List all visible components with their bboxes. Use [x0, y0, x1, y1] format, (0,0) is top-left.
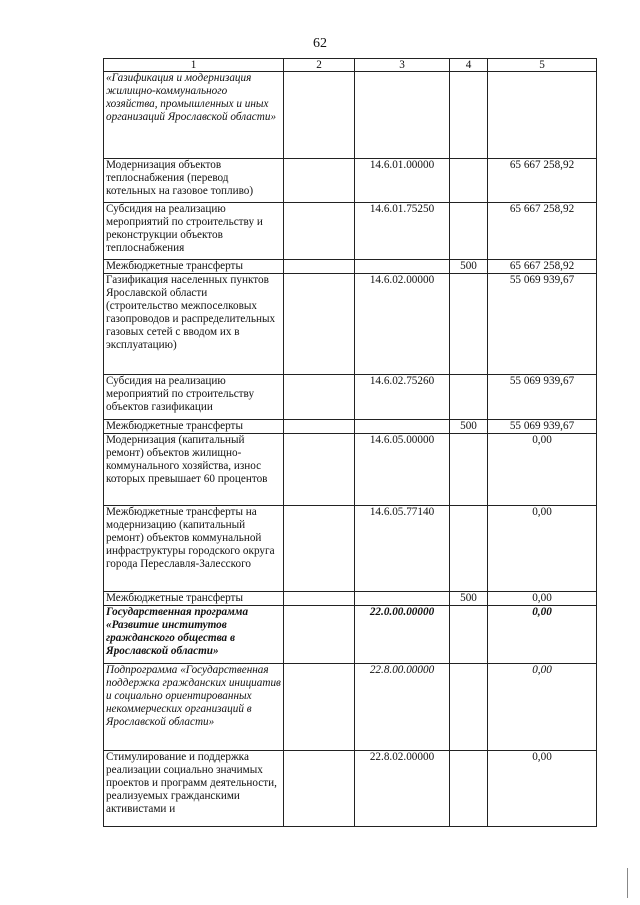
row-name-cell: Межбюджетные трансферты	[104, 592, 284, 606]
row-type-cell	[450, 434, 488, 506]
row-name-cell: Субсидия на реализацию мероприятий по строительству и реконструкции объектов теплоснабжения	[104, 203, 284, 260]
row-col2-cell	[284, 606, 355, 664]
header-col-4: 4	[450, 59, 488, 72]
row-code-cell: 22.8.02.00000	[355, 751, 450, 827]
row-type-cell	[450, 606, 488, 664]
table-row	[104, 664, 597, 751]
row-code-cell	[355, 420, 450, 434]
row-code-cell: 14.6.05.77140	[355, 506, 450, 592]
row-amount-cell: 0,00	[488, 506, 597, 592]
header-col-5: 5	[488, 59, 597, 72]
header-col-1: 1	[104, 59, 284, 72]
table-header-row	[104, 59, 597, 72]
row-amount-cell: 0,00	[488, 751, 597, 827]
row-name-cell: Межбюджетные трансферты	[104, 260, 284, 274]
row-name-cell: Газификация населенных пунктов Ярославской области (строительство межпоселковых газопроводов и распределительных газовых сетей с вводом их в эксплуатацию)	[104, 274, 284, 375]
row-code-cell: 22.8.00.00000	[355, 664, 450, 751]
row-col2-cell	[284, 72, 355, 159]
row-type-cell: 500	[450, 592, 488, 606]
row-name-cell: Стимулирование и поддержка реализации социально значимых проектов и программ деятельности, реализуемых гражданскими активистами и	[104, 751, 284, 827]
row-col2-cell	[284, 592, 355, 606]
row-amount-cell: 65 667 258,92	[488, 159, 597, 203]
table-row	[104, 751, 597, 827]
table-row	[104, 72, 597, 159]
row-code-cell: 14.6.01.00000	[355, 159, 450, 203]
row-col2-cell	[284, 375, 355, 420]
row-type-cell	[450, 72, 488, 159]
row-name-cell: Модернизация (капитальный ремонт) объектов жилищно-коммунального хозяйства, износ которых превышает 60 процентов	[104, 434, 284, 506]
row-code-cell: 14.6.02.75260	[355, 375, 450, 420]
table-row	[104, 506, 597, 592]
row-col2-cell	[284, 434, 355, 506]
table-row	[104, 203, 597, 260]
row-name-cell: Государственная программа «Развитие институтов гражданского общества в Ярославской области»	[104, 606, 284, 664]
table-row	[104, 375, 597, 420]
row-code-cell	[355, 260, 450, 274]
table-row	[104, 434, 597, 506]
row-code-cell: 22.0.00.00000	[355, 606, 450, 664]
page-number: 62	[313, 36, 327, 51]
table-body	[104, 72, 597, 827]
row-amount-cell: 0,00	[488, 434, 597, 506]
row-type-cell: 500	[450, 420, 488, 434]
row-amount-cell: 65 667 258,92	[488, 203, 597, 260]
table-row	[104, 420, 597, 434]
row-amount-cell: 55 069 939,67	[488, 375, 597, 420]
table-row	[104, 274, 597, 375]
row-type-cell	[450, 274, 488, 375]
row-type-cell	[450, 751, 488, 827]
row-name-cell: Межбюджетные трансферты на модернизацию (капитальный ремонт) объектов коммунальной инфраструктуры городского округа города Переславля-Залесского	[104, 506, 284, 592]
row-col2-cell	[284, 420, 355, 434]
row-col2-cell	[284, 664, 355, 751]
row-name-cell: Субсидия на реализацию мероприятий по строительству объектов газификации	[104, 375, 284, 420]
row-name-cell: Межбюджетные трансферты	[104, 420, 284, 434]
row-code-cell: 14.6.02.00000	[355, 274, 450, 375]
header-col-2: 2	[284, 59, 355, 72]
row-type-cell	[450, 506, 488, 592]
table-row	[104, 260, 597, 274]
row-col2-cell	[284, 506, 355, 592]
row-col2-cell	[284, 203, 355, 260]
table-row	[104, 159, 597, 203]
row-amount-cell: 65 667 258,92	[488, 260, 597, 274]
row-amount-cell: 0,00	[488, 606, 597, 664]
row-type-cell	[450, 203, 488, 260]
row-amount-cell: 55 069 939,67	[488, 274, 597, 375]
table-row	[104, 592, 597, 606]
row-type-cell	[450, 375, 488, 420]
header-col-3: 3	[355, 59, 450, 72]
row-name-cell: Модернизация объектов теплоснабжения (перевод котельных на газовое топливо)	[104, 159, 284, 203]
budget-table	[103, 58, 597, 827]
row-col2-cell	[284, 260, 355, 274]
row-amount-cell: 55 069 939,67	[488, 420, 597, 434]
table-row	[104, 606, 597, 664]
row-amount-cell	[488, 72, 597, 159]
row-code-cell: 14.6.05.00000	[355, 434, 450, 506]
row-col2-cell	[284, 159, 355, 203]
row-name-cell: «Газификация и модернизация жилищно-коммунального хозяйства, промышленных и иных организаций Ярославской области»	[104, 72, 284, 159]
row-type-cell	[450, 159, 488, 203]
scan-edge-mark	[627, 868, 628, 898]
row-code-cell: 14.6.01.75250	[355, 203, 450, 260]
row-type-cell: 500	[450, 260, 488, 274]
row-amount-cell: 0,00	[488, 592, 597, 606]
row-name-cell: Подпрограмма «Государственная поддержка гражданских инициатив и социально ориентированных некоммерческих организаций в Ярославской области»	[104, 664, 284, 751]
row-col2-cell	[284, 274, 355, 375]
row-code-cell	[355, 592, 450, 606]
row-code-cell	[355, 72, 450, 159]
row-amount-cell: 0,00	[488, 664, 597, 751]
row-type-cell	[450, 664, 488, 751]
row-col2-cell	[284, 751, 355, 827]
